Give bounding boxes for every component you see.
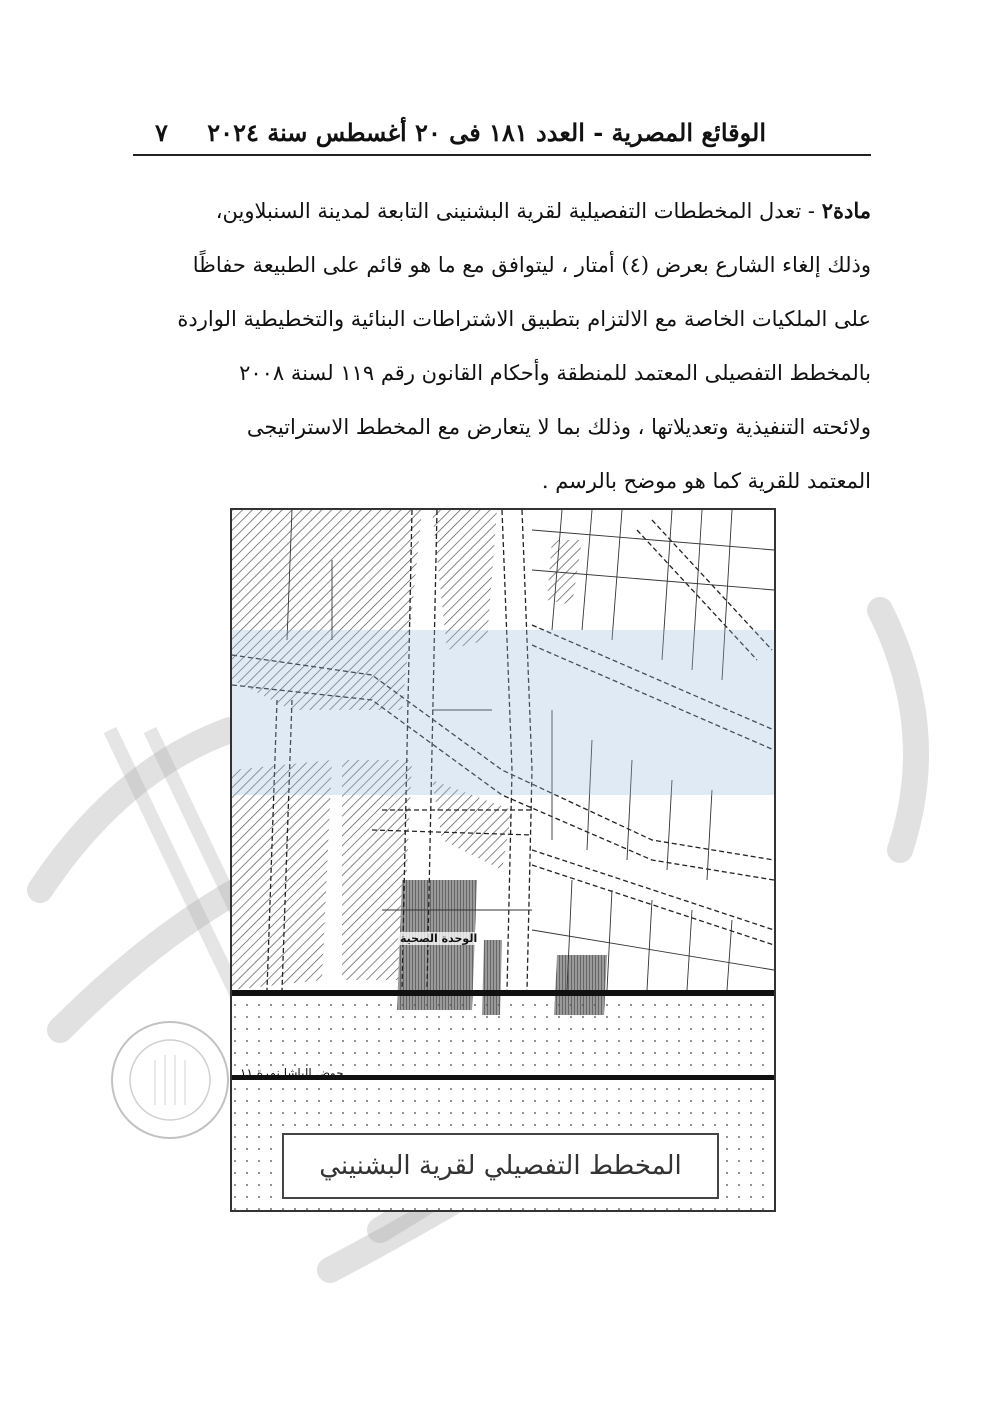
article-line: مادة٢ - تعدل المخططات التفصيلية لقرية البشنينى التابعة لمدينة السنبلاوين، — [215, 198, 871, 223]
article-line: على الملكيات الخاصة مع الالتزام بتطبيق الاشتراطات البنائية والتخطيطية الواردة — [177, 307, 871, 331]
page-number: ٧ — [155, 118, 168, 147]
ministry-stamp — [100, 1010, 240, 1150]
article-line: وذلك إلغاء الشارع بعرض (٤) أمتار ، ليتوافق مع ما هو قائم على الطبيعة حفاظًا — [192, 253, 871, 277]
watermark-band — [232, 630, 774, 795]
map-drawing — [232, 510, 774, 1210]
article-text — [133, 184, 871, 508]
article-label: مادة٢ — [821, 198, 871, 223]
site-plan-map — [230, 508, 776, 1212]
map-caption: المخطط التفصيلي لقرية البشنيني — [282, 1133, 719, 1199]
basin-label: حوض الباشا نمرة ١١ — [240, 1066, 344, 1080]
page-header — [133, 112, 871, 156]
article-line: المعتمد للقرية كما هو موضح بالرسم . — [541, 469, 871, 493]
health-unit-label: الوحدة الصحية — [400, 932, 478, 945]
article-line: ولائحته التنفيذية وتعديلاتها ، وذلك بما لا يتعارض مع المخطط الاستراتيجى — [246, 415, 871, 439]
header-title: الوقائع المصرية - العدد ١٨١ فى ٢٠ أغسطس سنة ٢٠٢٤ — [207, 118, 766, 147]
article-line: بالمخطط التفصيلى المعتمد للمنطقة وأحكام القانون رقم ١١٩ لسنة ٢٠٠٨ — [239, 361, 871, 385]
